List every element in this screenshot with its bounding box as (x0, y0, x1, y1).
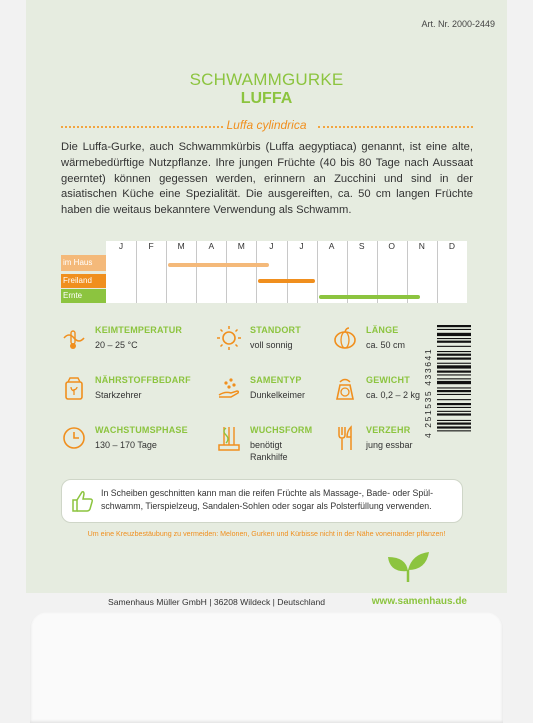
barcode-bar (437, 420, 471, 421)
barcode-bar (437, 407, 471, 408)
barcode-bar (437, 378, 471, 379)
calendar-month: N (418, 241, 425, 251)
cross-pollination-note: Um eine Kreuzbestäubung zu vermeiden: Melonen, Gurken und Kürbisse nicht in der Nähe voneinander pflanzen! (87, 530, 446, 538)
calendar-row-label: im Haus (61, 255, 106, 271)
packet-flap (30, 612, 503, 723)
calendar-month: J (269, 241, 274, 251)
feature-title: NÄHRSTOFFBEDARF (95, 375, 191, 385)
latin-name: Luffa cylindrica (226, 118, 307, 132)
calendar-month: S (358, 241, 365, 251)
feature-value: Dunkelkeimer (250, 390, 306, 400)
description: Die Luffa-Gurke, auch Schwammkürbis (Luffa aegyptiaca) genannt, ist eine alte, wärmebedürftige Nutzpflanze. Ihre jungen Früchte (40 bis 80 Tage nach Aussaat geerntet) können gegessen werden, erinnern an Zucchini und sind in der asiatischen Küche eine Spezialität. Die ausgereiften, ca. 50 cm langen Früchte haben die weitaus bekanntere Verwendung als Schwamm. (61, 141, 473, 217)
barcode-bar (437, 411, 471, 412)
sprout-logo-icon (386, 551, 430, 583)
barcode-bar (437, 387, 471, 388)
website-link[interactable]: www.samenhaus.de (371, 596, 467, 607)
calendar-row-label: Ernte (61, 289, 106, 303)
calendar-period-bar (258, 279, 314, 283)
feature-title: STANDORT (250, 325, 301, 335)
barcode-bar (437, 426, 471, 428)
calendar-month: M (237, 241, 245, 251)
seed-hand-icon (216, 375, 242, 401)
thermometer-icon (61, 325, 87, 351)
barcode (437, 323, 471, 463)
feature-title: VERZEHR (366, 425, 411, 435)
feature-title: KEIMTEMPERATUR (95, 325, 183, 335)
barcode-bar (437, 394, 471, 395)
barcode-bar (437, 374, 471, 375)
feature-value: voll sonnig (250, 340, 293, 350)
calendar-month: J (299, 241, 304, 251)
barcode-digits: 4 251535 433641 (423, 347, 433, 439)
calendar-period-bar (168, 263, 269, 267)
barcode-bar (437, 413, 471, 415)
sowing-calendar (61, 241, 467, 303)
barcode-bar (437, 358, 471, 360)
calendar-period-bar (319, 295, 420, 299)
barcode-bar (437, 354, 471, 356)
divider-right (318, 126, 473, 128)
clock-icon (61, 425, 87, 451)
barcode-bar (437, 341, 471, 343)
barcode-bar (437, 390, 471, 392)
feature-title: SAMENTYP (250, 375, 302, 385)
feature-value: 130 – 170 Tage (95, 440, 157, 450)
sun-icon (216, 325, 242, 351)
cutlery-icon (332, 425, 358, 451)
barcode-bar (437, 365, 471, 368)
calendar-row-label: Freiland (61, 274, 106, 288)
feature-value: ca. 0,2 – 2 kg (366, 390, 421, 400)
barcode-bar (437, 338, 471, 339)
usage-tip-box (61, 479, 463, 523)
feature-value: Starkzehrer (95, 390, 142, 400)
feature-value: 20 – 25 °C (95, 340, 138, 350)
feature-value: jung essbar (366, 440, 413, 450)
calendar-months (106, 241, 467, 255)
plant-support-icon (216, 425, 242, 451)
calendar-month: J (118, 241, 124, 251)
barcode-bar (437, 333, 471, 336)
calendar-month: A (208, 241, 215, 251)
barcode-bar (437, 329, 471, 330)
feature-value: ca. 50 cm (366, 340, 406, 350)
thumbs-up-icon (70, 488, 96, 514)
pumpkin-icon (332, 325, 358, 351)
barcode-bar (437, 371, 471, 373)
barcode-bar (437, 403, 471, 405)
barcode-bar (437, 381, 471, 384)
product-subtitle: LUFFA (240, 90, 293, 107)
barcode-bar (437, 423, 471, 425)
fertilizer-icon (61, 375, 87, 401)
barcode-bar (437, 325, 471, 327)
feature-title: WUCHSFORM (250, 425, 313, 435)
barcode-bar (437, 430, 471, 431)
barcode-bar (437, 351, 471, 352)
product-title: SCHWAMMGURKE (189, 70, 344, 89)
barcode-bar (437, 346, 471, 347)
calendar-month: D (448, 241, 455, 251)
feature-title: WACHSTUMSPHASE (95, 425, 188, 435)
feature-title: GEWICHT (366, 375, 410, 385)
calendar-month: F (148, 241, 154, 251)
company-address: Samenhaus Müller GmbH | 36208 Wildeck | Deutschland (108, 597, 326, 607)
calendar-month: O (388, 241, 396, 251)
scale-icon (332, 375, 358, 401)
barcode-bar (437, 399, 471, 400)
feature-value: benötigt Rankhilfe (250, 440, 288, 462)
article-number: Art. Nr. 2000-2449 (421, 19, 495, 29)
calendar-month: M (177, 241, 185, 251)
usage-tip-text: In Scheiben geschnitten kann man die reifen Früchte als Massage-, Bade- oder Spül-schwamm, Tierspielzeug, Sandalen-Sohlen oder sogar als Polsterfüllung verwenden. (101, 488, 434, 511)
barcode-bar (437, 363, 471, 364)
calendar-month: A (328, 241, 335, 251)
feature-title: LÄNGE (366, 325, 399, 335)
